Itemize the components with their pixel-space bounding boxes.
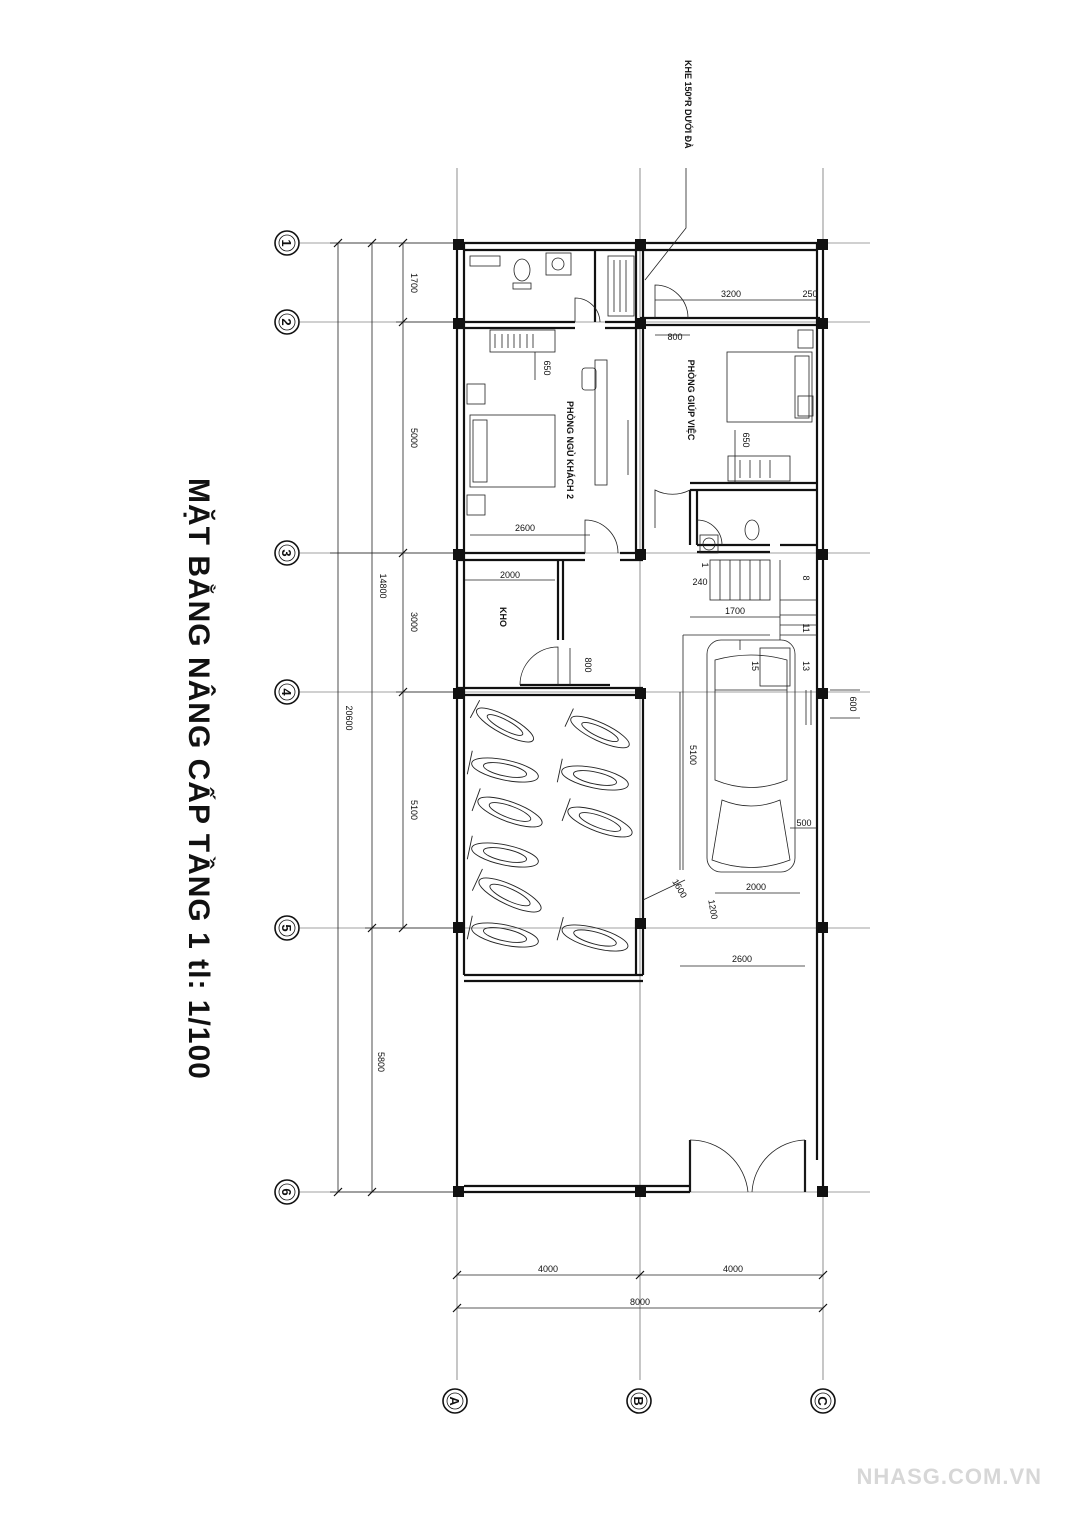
dim-3200: 3200 — [720, 289, 742, 299]
dim-650-b: 650 — [741, 432, 751, 448]
annotation-note: KHE 150*R DƯỚI ĐÀ — [683, 60, 693, 149]
dim-800-top: 800 — [667, 332, 683, 342]
structural-columns — [453, 239, 828, 1197]
grid-bubble-col-c — [811, 1389, 835, 1413]
annotation-leader — [645, 168, 686, 280]
dim-5100: 5100 — [409, 799, 419, 821]
room-label-storage: KHO — [498, 607, 508, 627]
grid-bubble-row-1 — [275, 231, 299, 255]
dim-1700: 1700 — [724, 606, 746, 616]
dim-2600-b: 2600 — [731, 954, 753, 964]
dim-5100-garage: 5100 — [688, 744, 698, 766]
dim-4000-left: 4000 — [537, 1264, 559, 1274]
doors — [520, 285, 805, 1192]
dim-240: 240 — [692, 577, 708, 587]
dim-1: 1 — [700, 562, 710, 568]
grid-bubble-row-6 — [275, 1180, 299, 1204]
dim-500: 500 — [796, 818, 812, 828]
drawing-title: MẶT BẰNG NÂNG CẤP TẦNG 1 tl: 1/100 — [182, 478, 215, 1080]
dim-3000: 3000 — [409, 611, 419, 633]
dim-650-a: 650 — [542, 360, 552, 376]
dim-800-b: 800 — [583, 657, 593, 673]
dim-2000-a: 2000 — [499, 570, 521, 580]
dim-250: 250 — [802, 289, 818, 299]
grid-bubble-row-2 — [275, 310, 299, 334]
maid-room-furniture — [700, 330, 813, 553]
grid-label-col-c: C — [815, 1396, 830, 1406]
grid-bubble-row-4 — [275, 680, 299, 704]
grid-label-row-6: 6 — [279, 1188, 294, 1196]
grid-label-col-a: A — [447, 1396, 462, 1406]
watermark-text: NHASG.COM.VN — [856, 1464, 1042, 1489]
dim-11: 11 — [801, 623, 811, 633]
grid-label-row-5: 5 — [279, 924, 294, 932]
dim-2000-b: 2000 — [745, 882, 767, 892]
room-label-guest-bedroom: PHÒNG NGỦ KHÁCH 2 — [565, 400, 575, 500]
room-label-maid-room: PHÒNG GIÚP VIỆC — [686, 359, 696, 441]
dim-1700: 1700 — [409, 272, 419, 294]
dim-1600: 1600 — [670, 877, 689, 900]
dim-5800: 5800 — [376, 1051, 386, 1073]
dim-13: 13 — [801, 660, 811, 672]
interior-dimension-lines — [465, 300, 860, 966]
bathroom-fixtures — [470, 253, 634, 316]
grid-lines — [300, 168, 870, 1380]
grid-bubble-row-5 — [275, 916, 299, 940]
dim-4000-right: 4000 — [722, 1264, 744, 1274]
grid-bubble-col-b — [627, 1389, 651, 1413]
dim-20600: 20600 — [344, 705, 354, 731]
staircase — [710, 560, 817, 686]
motorbikes — [467, 700, 636, 958]
grid-label-row-1: 1 — [279, 239, 294, 247]
grid-label-row-4: 4 — [279, 688, 294, 696]
dim-1200: 1200 — [706, 898, 720, 921]
dim-5000: 5000 — [409, 427, 419, 449]
grid-bubble-row-3 — [275, 541, 299, 565]
dim-8000: 8000 — [629, 1297, 651, 1307]
car — [707, 640, 795, 872]
dim-600: 600 — [848, 696, 858, 712]
guest-bedroom-furniture — [467, 330, 628, 515]
dim-14800: 14800 — [378, 573, 388, 599]
grid-label-col-b: B — [631, 1396, 646, 1406]
dim-15: 15 — [750, 660, 760, 672]
dim-8: 8 — [801, 575, 811, 581]
grid-label-row-3: 3 — [279, 549, 294, 557]
grid-label-row-2: 2 — [279, 318, 294, 326]
dim-2600-a: 2600 — [514, 523, 536, 533]
grid-bubble-col-a — [443, 1389, 467, 1413]
